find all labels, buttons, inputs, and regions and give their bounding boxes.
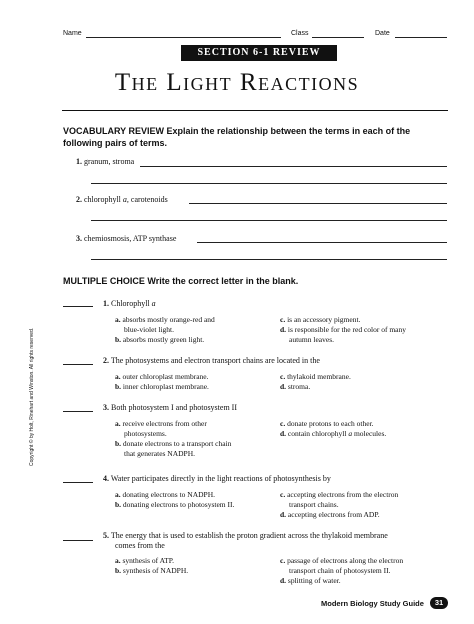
answer-blank[interactable] bbox=[63, 482, 93, 483]
q3-option-b: b. donate electrons to a transport chain that generates NADPH. bbox=[115, 439, 232, 458]
question-1-stem: 1. Chlorophyll a bbox=[103, 299, 156, 308]
q1-option-d: d. is responsible for the red color of many autumn leaves. bbox=[280, 325, 407, 344]
q5-option-b: b. synthesis of NADPH. bbox=[115, 566, 189, 575]
answer-blank[interactable] bbox=[63, 364, 93, 365]
q4-option-d: d. accepting electrons from ADP. bbox=[280, 510, 380, 519]
q5-option-c: c. passage of electrons along the electron transport chain of photosystem II. bbox=[280, 556, 404, 575]
q2-option-d: d. stroma. bbox=[280, 382, 311, 391]
q2-option-a: a. outer chloroplast membrane. bbox=[115, 372, 209, 381]
date-blank[interactable] bbox=[395, 37, 447, 38]
name-label: Name bbox=[63, 30, 82, 37]
answer-line[interactable] bbox=[91, 220, 447, 221]
q4-option-c: c. accepting electrons from the electron transport chains. bbox=[280, 490, 399, 509]
class-blank[interactable] bbox=[312, 37, 364, 38]
q4-option-a: a. donating electrons to NADPH. bbox=[115, 490, 215, 499]
vocab-heading: VOCABULARY REVIEW bbox=[63, 126, 165, 136]
page-number: 31 bbox=[430, 597, 448, 609]
mc-instructions: MULTIPLE CHOICE Write the correct letter in the blank. bbox=[63, 276, 299, 286]
q3-option-a: a. receive electrons from other photosystems. bbox=[115, 419, 207, 438]
q1-option-b: b. absorbs mostly green light. bbox=[115, 335, 205, 344]
vocab-instructions: VOCABULARY REVIEW Explain the relationship between the terms in each of the following pairs of terms. bbox=[63, 126, 411, 148]
answer-blank[interactable] bbox=[63, 411, 93, 412]
answer-line[interactable] bbox=[140, 166, 447, 167]
answer-line[interactable] bbox=[91, 259, 447, 260]
q2-option-c: c. thylakoid membrane. bbox=[280, 372, 351, 381]
answer-line[interactable] bbox=[197, 242, 447, 243]
vocab-item-2: 2. chlorophyll a, carotenoids bbox=[76, 195, 168, 204]
q3-option-d: d. contain chlorophyll a molecules. bbox=[280, 429, 387, 438]
date-label: Date bbox=[375, 30, 390, 37]
q3-option-c: c. donate protons to each other. bbox=[280, 419, 374, 428]
section-banner: SECTION 6-1 REVIEW bbox=[181, 45, 337, 61]
answer-blank[interactable] bbox=[63, 306, 93, 307]
footer-guide-title: Modern Biology Study Guide bbox=[321, 599, 424, 608]
question-3-stem: 3. Both photosystem I and photosystem II bbox=[103, 403, 237, 412]
page-title: The Light Reactions bbox=[114, 69, 360, 96]
title-rule bbox=[62, 110, 448, 111]
vocab-item-3: 3. chemiosmosis, ATP synthase bbox=[76, 234, 177, 243]
answer-blank[interactable] bbox=[63, 540, 93, 541]
q5-option-d: d. splitting of water. bbox=[280, 576, 341, 585]
q5-option-a: a. synthesis of ATP. bbox=[115, 556, 174, 565]
answer-line[interactable] bbox=[189, 203, 447, 204]
q2-option-b: b. inner chloroplast membrane. bbox=[115, 382, 209, 391]
question-4-stem: 4. Water participates directly in the light reactions of photosynthesis by bbox=[103, 474, 331, 483]
answer-line[interactable] bbox=[91, 183, 447, 184]
q4-option-b: b. donating electrons to photosystem II. bbox=[115, 500, 235, 509]
class-label: Class bbox=[291, 30, 309, 37]
copyright-notice: Copyright © by Holt, Rinehart and Winston. All rights reserved. bbox=[29, 327, 35, 466]
question-2-stem: 2. The photosystems and electron transport chains are located in the bbox=[103, 356, 320, 365]
name-blank[interactable] bbox=[86, 37, 281, 38]
q1-option-a: a. absorbs mostly orange-red and blue-violet light. bbox=[115, 315, 215, 334]
mc-heading: MULTIPLE CHOICE bbox=[63, 276, 145, 286]
q1-option-c: c. is an accessory pigment. bbox=[280, 315, 361, 324]
vocab-item-1: 1. granum, stroma bbox=[76, 157, 135, 166]
question-5-stem: 5. The energy that is used to establish the proton gradient across the thylakoid membrane comes from the bbox=[103, 531, 388, 550]
